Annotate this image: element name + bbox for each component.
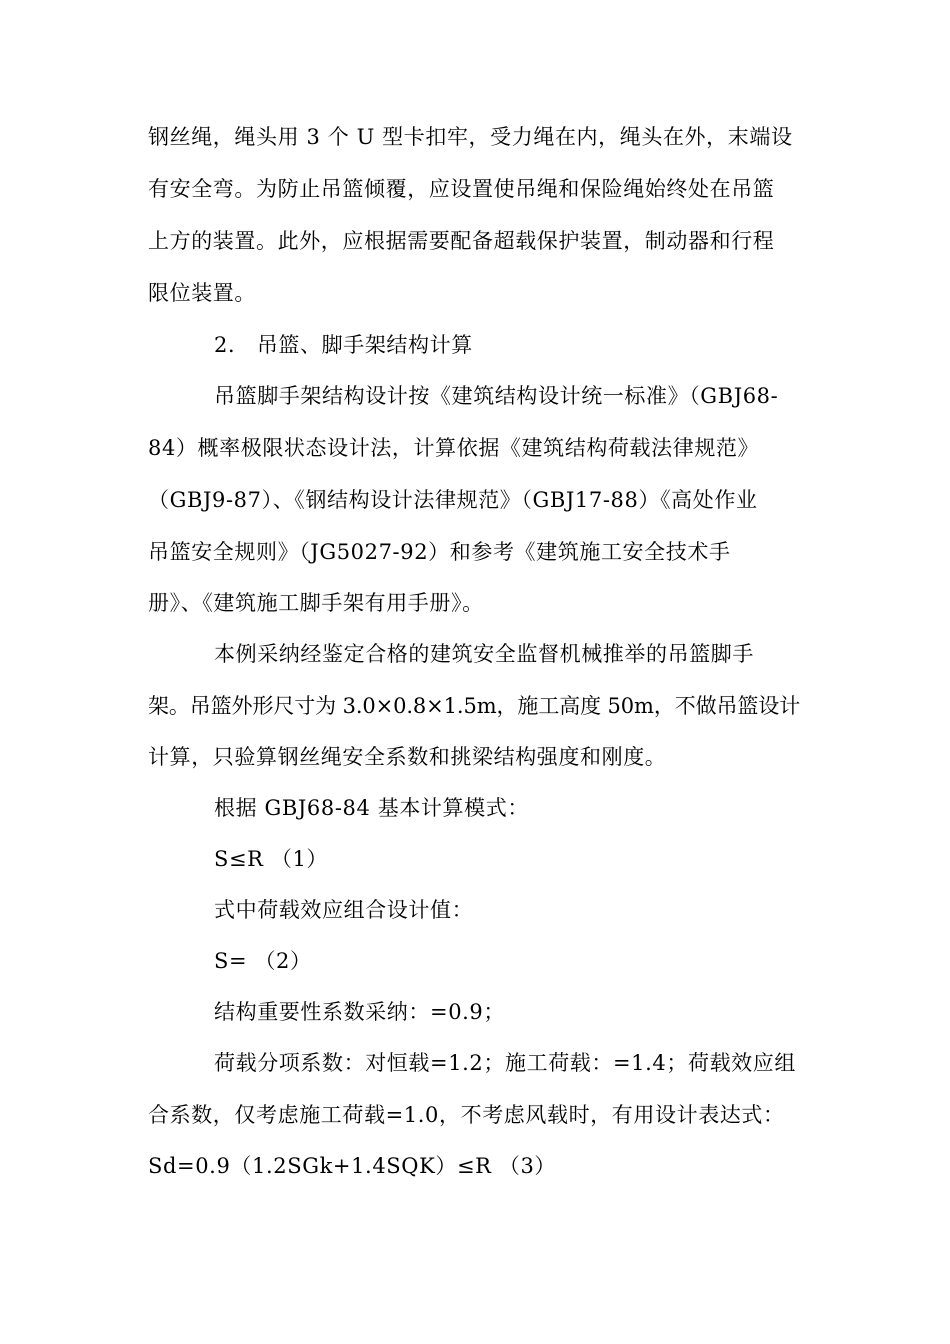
text-line-20: 合系数，仅考虑施工荷载=1.0，不考虑风载时，有用设计表达式： [148,1103,785,1127]
text-line-10: 册》、《建筑施工脚手架有用手册》。 [148,591,484,615]
text-line-14: 根据 GBJ68-84 基本计算模式： [214,796,529,820]
formula-1: S≤R （1） [214,847,329,871]
text-line-19: 荷载分项系数：对恒载=1.2；施工荷载：=1.4；荷载效应组 [214,1051,796,1075]
text-line-12: 架。吊篮外形尺寸为 3.0×0.8×1.5m，施工高度 50m，不做吊篮设计 [148,694,801,718]
text-line-4: 限位装置。 [148,281,256,305]
text-line-13: 计算，只验算钢丝绳安全系数和挑梁结构强度和刚度。 [148,745,667,769]
text-line-9: 吊篮安全规则》（JG5027-92）和参考《建筑施工安全技术手 [148,540,731,564]
formula-3: Sd=0.9（1.2SGk+1.4SQK）≤R （3） [148,1154,557,1178]
text-line-7: 84）概率极限状态设计法，计算依据《建筑结构荷载法律规范》 [148,436,760,460]
text-line-11: 本例采纳经鉴定合格的建筑安全监督机械推举的吊篮脚手 [214,642,754,666]
text-line-3: 上方的装置。此外，应根据需要配备超载保护装置，制动器和行程 [148,229,775,253]
text-line-2: 有安全弯。为防止吊篮倾覆，应设置使吊绳和保险绳始终处在吊篮 [148,177,775,201]
formula-2: S= （2） [214,949,312,973]
text-line-1: 钢丝绳，绳头用 3 个 U 型卡扣牢，受力绳在内，绳头在外，末端设 [148,125,793,149]
section-heading: 2． 吊篮、脚手架结构计算 [214,333,473,357]
text-line-18: 结构重要性系数采纳：=0.9； [214,1000,505,1024]
text-line-16: 式中荷载效应组合设计值： [214,898,474,922]
text-line-8: （GBJ9-87）、《钢结构设计法律规范》（GBJ17-88）《高处作业 [148,488,758,512]
text-line-6: 吊篮脚手架结构设计按《建筑结构设计统一标准》（GBJ68- [214,384,779,408]
